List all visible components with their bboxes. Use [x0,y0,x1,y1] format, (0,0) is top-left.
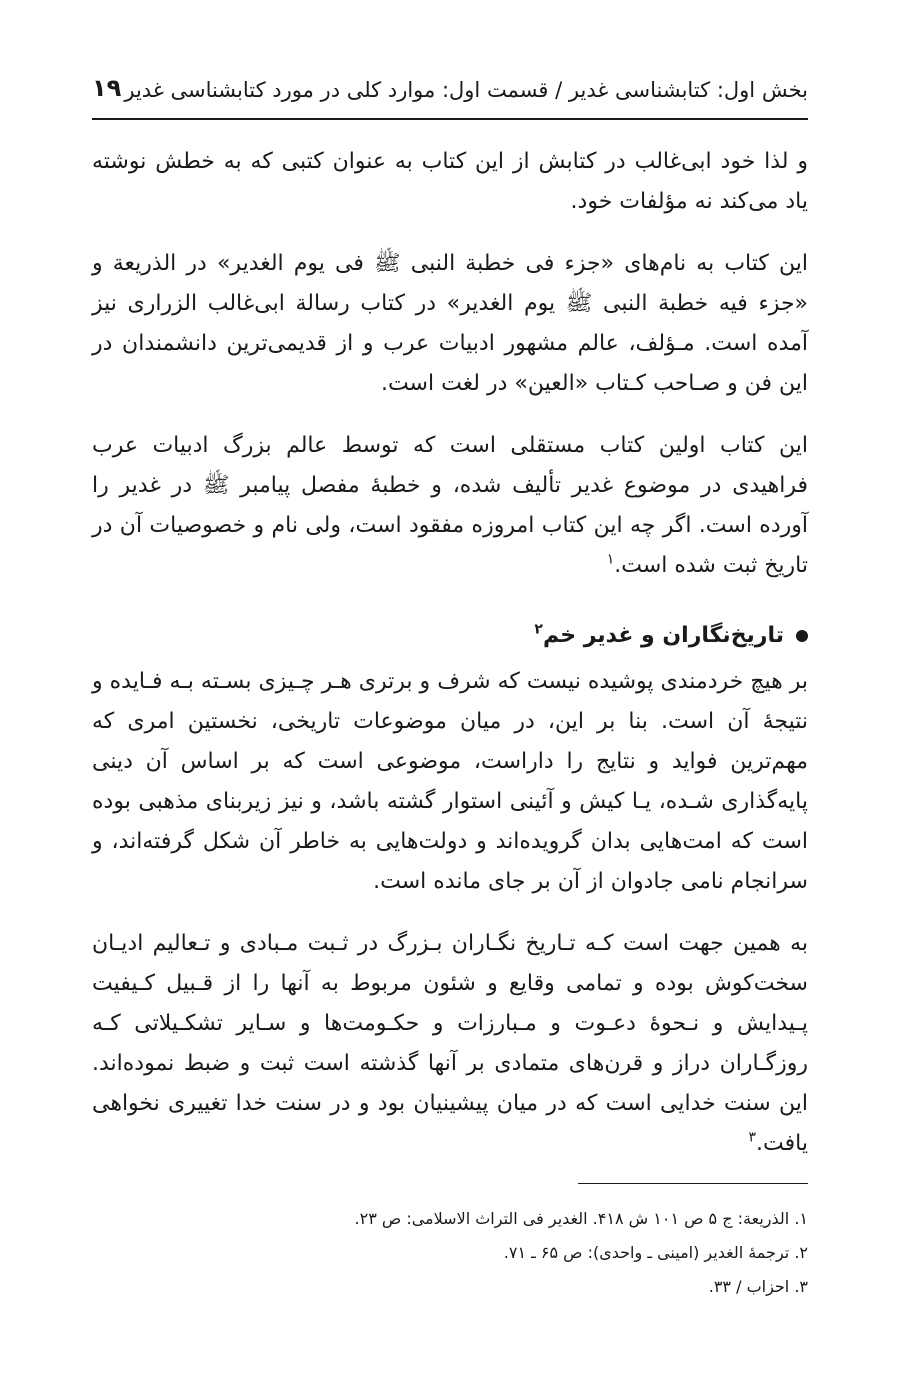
paragraph: بر هیچ خردمندی پوشیده نیست که شرف و برتری هـر چـیزی بسـته بـه فـایده و نتیجهٔ آن است. بنا بر این، در میان موضوعات تاریخی، نخستین امری که مهم‌ترین فواید و نتایج را داراست، موضوعی است که بر اساس آن دینی پایه‌گذاری شـده، یـا کیش و آئینی استوار گشته باشد، و نیز زیربنای مذهبی بوده است که امت‌هایی بدان گرویده‌اند و دولت‌هایی به خاطر آن شکل گرفته‌اند، و سرانجام نامی جادوان از آن بر جای مانده است. [92,669,808,894]
bullet-icon [796,630,808,642]
paragraph: به همین جهت است کـه تـاریخ نگـاران بـزرگ در ثـبت مـبادی و تـعالیم ادیـان سخت‌کوش بوده و تمامی وقایع و شئون مربوط به آنها را از قـبیل کـیفیت پـیدایش و نـحوهٔ دعـوت و مـبارزات و حکـومت‌ها و سـایر تشکـیلاتی کـه روزگـاران دراز و قرن‌های متمادی بر آنها گذشته است ثبت و ضبط نموده‌اند. این سنت خدایی است که در میان پیشینیان بود و در سنت خدا تغییری نخواهی یافت.$^۳$ [92,931,808,1156]
footnote-ref[interactable]: ۳ [748,1129,757,1146]
paragraph: این کتاب به نام‌های «جزء فی خطبة النبی ﷺ فی یوم الغدیر» در الذریعة و «جزء فیه خطبة النبی ﷺ یوم الغدیر» در کتاب رسالة ابی‌غالب الزراری نیز آمده است. مـؤلف، عالم مشهور ادبیات عرب و از قدیمی‌ترین دانشمندان در این فن و صـاحب کـتاب «العین» در لغت است. [92,251,808,396]
paragraph: و لذا خود ابی‌غالب در کتابش از این کتاب به عنوان کتبی که به خطش نوشته یاد می‌کند نه مؤلفات خود. [92,149,808,214]
paragraph: این کتاب اولین کتاب مستقلی است که توسط عالم بزرگ ادبیات عرب فراهیدی در موضوع غدیر تألیف شده، و خطبهٔ مفصل پیامبر ﷺ در غدیر را آورده است. اگر چه این کتاب امروزه مفقود است، ولی نام و خصوصیات آن در تاریخ ثبت شده است.$^۱$ [92,433,808,578]
footnotes [92,1202,808,1304]
section-heading: تاریخ‌نگاران و غدیر خم$^۲$ [92,616,808,656]
body-text [92,142,808,1164]
footnote-rule [578,1183,808,1184]
page-number: ۱۹ [92,74,122,102]
footnote: ۳. احزاب / ۳۳. [708,1277,808,1296]
footnote: ۲. ترجمهٔ الغدیر (امینی ـ واحدی): ص ۶۵ ـ ۷۱. [503,1243,808,1262]
page-header [92,72,808,112]
header-rule [92,118,808,120]
footnote: ۱. الذریعة: ج ۵ ص ۱۰۱ ش ۴۱۸. الغدیر فی التراث الاسلامی: ص ۲۳. [354,1209,808,1228]
running-title: بخش اول: کتابشناسی غدیر / قسمت اول: موارد کلی در مورد کتابشناسی غدیر [124,78,808,102]
footnote-ref[interactable]: ۱ [606,551,615,568]
footnote-ref[interactable]: ۲ [534,621,543,638]
book-page [92,0,808,1390]
